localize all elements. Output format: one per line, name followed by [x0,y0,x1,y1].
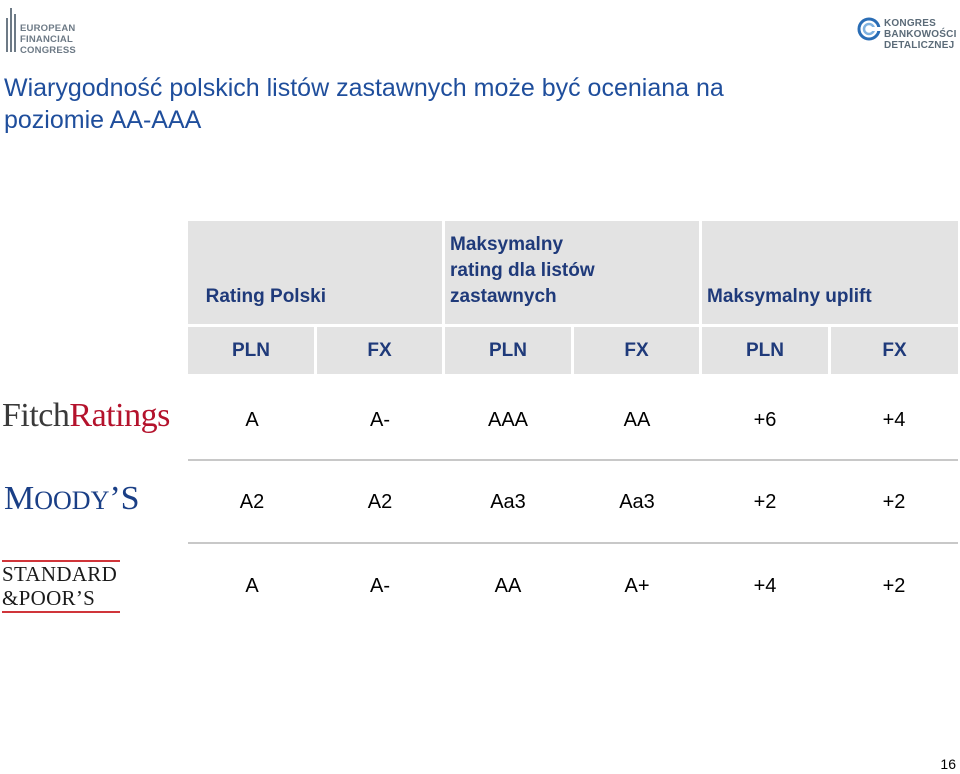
kbd-swirl-icon [856,14,882,44]
standard-and-poors-logo: STANDARD &POOR’S [2,560,126,615]
kbd-logo-text: KONGRES BANKOWOŚCI DETALICZNEJ [884,18,957,51]
subheader-fx: FX [574,327,699,374]
table-cell: +2 [753,491,777,513]
table-cell: +2 [882,575,906,597]
table-cell: A [245,409,259,431]
eff-logo-text: EUROPEAN FINANCIAL CONGRESS [20,23,76,56]
moodys-logo: MOODY’S [4,480,140,517]
table-cell: A [245,575,259,597]
slide-title: Wiarygodność polskich listów zastawnych może być oceniana na poziomie AA-AAA [4,74,724,134]
subheader-pln: PLN [188,327,314,374]
table-cell: A+ [624,575,650,597]
table-cell: +6 [753,409,777,431]
table-cell: AA [623,409,651,431]
table-cell: A2 [239,491,265,513]
subheader-fx: FX [317,327,442,374]
sp-bottom-rule [2,611,120,613]
header-rating-polski: Rating Polski [188,221,442,324]
header-max-rating: Maksymalny rating dla listów zastawnych [445,221,699,324]
row-divider [188,542,958,544]
table-cell: +4 [753,575,777,597]
table-cell: A- [370,575,390,597]
eff-bars-icon [4,4,20,54]
page-number: 16 [940,756,956,772]
table-cell: Aa3 [490,491,526,513]
table-cell: Aa3 [619,491,655,513]
table-cell: AA [494,575,522,597]
table-cell: A2 [367,491,393,513]
table-cell: +2 [882,491,906,513]
row-divider [188,459,958,461]
table-cell: +4 [882,409,906,431]
subheader-fx: FX [831,327,958,374]
subheader-pln: PLN [445,327,571,374]
table-cell: A- [370,409,390,431]
subheader-pln: PLN [702,327,828,374]
kongres-bankowosci-logo [856,14,960,58]
header-max-uplift: Maksymalny uplift [702,221,958,324]
european-financial-congress-logo [4,4,94,56]
fitch-ratings-logo: FitchRatings [2,397,170,434]
table-cell: AAA [487,409,529,431]
